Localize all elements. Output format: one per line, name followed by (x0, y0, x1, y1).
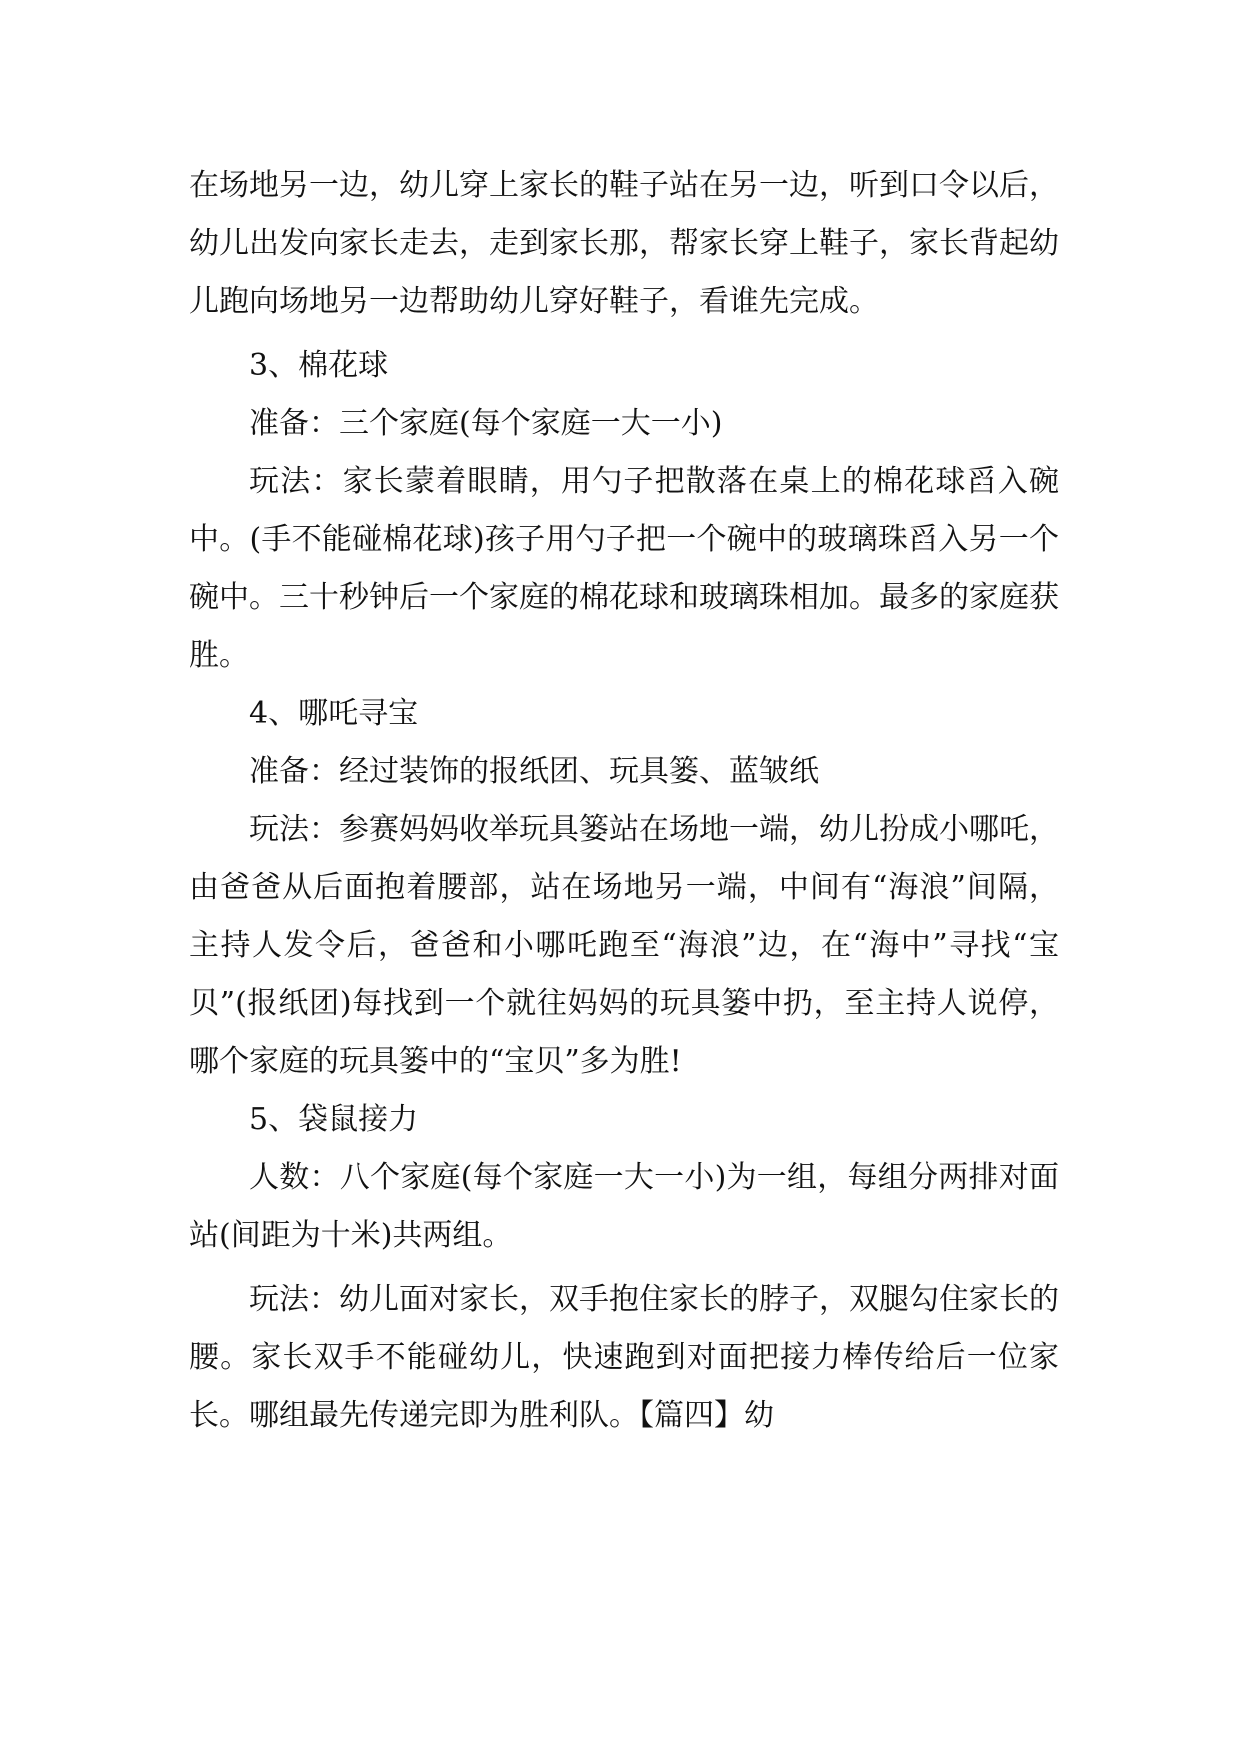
paragraph-kangaroo-rules: 玩法：幼儿面对家长，双手抱住家长的脖子，双腿勾住家长的腰。家长双手不能碰幼儿，快速跑到对面把接力棒传给后一位家长。哪组最先传递完即为胜利队。【篇四】幼 (189, 1282, 1059, 1433)
paragraph-cotton-ball-rules: 玩法：家长蒙着眼睛，用勺子把散落在桌上的棉花球舀入碗中。(手不能碰棉花球)孩子用勺子把一个碗中的玻璃珠舀入另一个碗中。三十秒钟后一个家庭的棉花球和玻璃珠相加。最多的家庭获胜。 (189, 464, 1059, 673)
heading-nezha-treasure: 4、哪吒寻宝 (249, 696, 419, 731)
paragraph-nezha-rules: 玩法：参赛妈妈收举玩具篓站在场地一端，幼儿扮成小哪吒，由爸爸从后面抱着腰部，站在场地另一端，中间有“海浪”间隔，主持人发令后，爸爸和小哪吒跑至“海浪”边，在“海中”寻找“宝贝”(报纸团)每找到一个就往妈妈的玩具篓中扔，至主持人说停，哪个家庭的玩具篓中的“宝贝”多为胜! (189, 812, 1059, 1079)
heading-cotton-ball: 3、棉花球 (249, 348, 389, 383)
paragraph-nezha-preparation: 准备：经过装饰的报纸团、玩具篓、蓝皱纸 (249, 754, 819, 789)
document-body (189, 157, 1059, 1445)
paragraph-kangaroo-participants: 人数：八个家庭(每个家庭一大一小)为一组，每组分两排对面站(间距为十米)共两组。 (189, 1160, 1059, 1253)
paragraph-cotton-ball-preparation: 准备：三个家庭(每个家庭一大一小) (249, 406, 723, 441)
heading-kangaroo-relay: 5、袋鼠接力 (249, 1102, 419, 1137)
paragraph-shoe-game-continued: 在场地另一边，幼儿穿上家长的鞋子站在另一边，听到口令以后，幼儿出发向家长走去，走到家长那，帮家长穿上鞋子，家长背起幼儿跑向场地另一边帮助幼儿穿好鞋子，看谁先完成。 (189, 168, 1059, 319)
